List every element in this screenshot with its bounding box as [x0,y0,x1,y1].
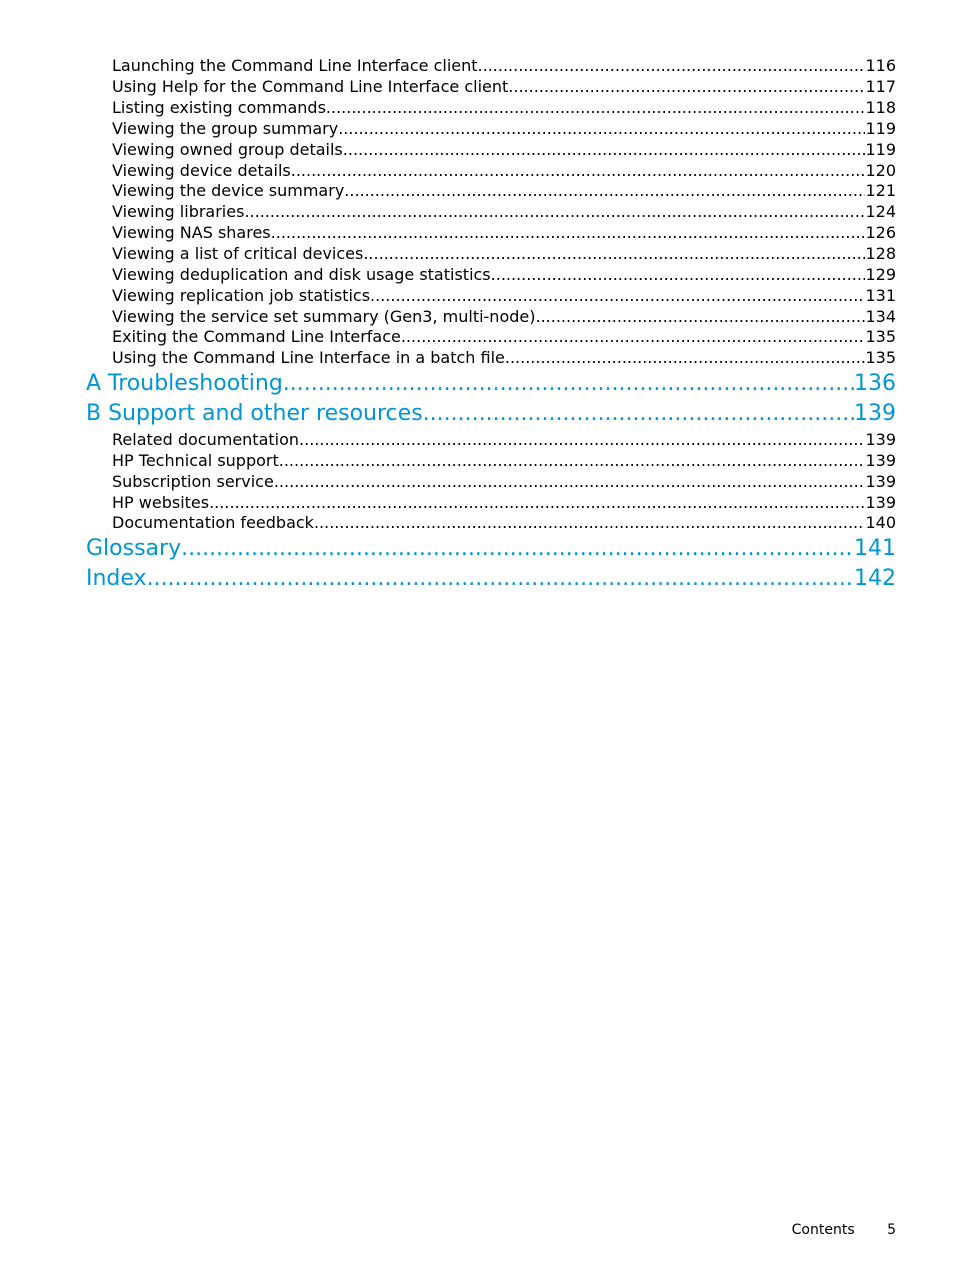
toc-entry-page: 124 [865,202,896,221]
toc-entry[interactable] [112,451,896,470]
toc-entry-page: 142 [854,566,896,591]
toc-entry-page: 136 [854,371,896,396]
toc-entry-page: 135 [865,348,896,367]
toc-entry[interactable] [112,181,896,200]
dot-leader [508,77,865,96]
toc-entry[interactable] [112,265,896,284]
toc-entry-page: 118 [865,98,896,117]
toc-entry-title: Glossary [86,536,182,561]
toc-entry[interactable] [112,202,896,221]
dot-leader [283,371,854,396]
toc-entry-title: Viewing deduplication and disk usage statistics [112,265,491,284]
toc-entry-page: 139 [854,401,896,426]
dot-leader [491,265,866,284]
toc-entry-title: Subscription service [112,472,274,491]
toc-entry-page: 129 [865,265,896,284]
toc-entry[interactable] [112,430,896,449]
dot-leader [478,56,866,75]
dot-leader [370,286,865,305]
page-number: 5 [887,1222,896,1238]
toc-entry-title: Using the Command Line Interface in a batch file [112,348,505,367]
dot-leader [209,493,865,512]
toc-entry[interactable] [112,327,896,346]
footer-section-label: Contents [791,1222,855,1238]
dot-leader [343,140,866,159]
toc-entry[interactable] [112,493,896,512]
toc-entry-page: 140 [865,513,896,532]
dot-leader [338,119,865,138]
toc-entry-title: Viewing the service set summary (Gen3, multi-node) [112,307,536,326]
toc-entry-title: Viewing libraries [112,202,245,221]
toc-entry[interactable] [112,472,896,491]
toc-entry-title: Launching the Command Line Interface client [112,56,478,75]
dot-leader [291,161,866,180]
toc-entry-title: Viewing NAS shares [112,223,271,242]
toc-entry[interactable] [112,161,896,180]
toc-entry[interactable] [112,56,896,75]
toc-entry-page: 119 [865,119,896,138]
dot-leader [274,472,866,491]
toc-entry-page: 141 [854,536,896,561]
toc-entry[interactable] [112,244,896,263]
toc-entry-page: 139 [865,493,896,512]
toc-chapter-entry[interactable] [86,536,896,561]
dot-leader [535,307,865,326]
toc-entry-title: Viewing the device summary [112,181,345,200]
toc-entry-page: 120 [865,161,896,180]
toc-entry-page: 121 [865,181,896,200]
dot-leader [244,202,865,221]
toc-entry-title: Index [86,566,147,591]
toc-entry-title: Viewing owned group details [112,140,343,159]
toc-entry-title: Viewing a list of critical devices [112,244,364,263]
dot-leader [314,513,866,532]
toc-entry-title: Viewing device details [112,161,291,180]
dot-leader [147,566,854,591]
toc-entry-page: 135 [865,327,896,346]
toc-entry[interactable] [112,119,896,138]
toc-entry[interactable] [112,223,896,242]
toc-entry-title: Viewing replication job statistics [112,286,371,305]
toc-entry[interactable] [112,140,896,159]
toc-entry-title: HP Technical support [112,451,279,470]
toc-entry[interactable] [112,77,896,96]
toc-chapter-entry[interactable] [86,401,896,426]
toc-entry-page: 134 [865,307,896,326]
toc-entry[interactable] [112,98,896,117]
toc-entry-title: Exiting the Command Line Interface [112,327,401,346]
dot-leader [423,401,854,426]
dot-leader [344,181,865,200]
toc-entry-title: Documentation feedback [112,513,314,532]
dot-leader [271,223,866,242]
toc-entry-page: 139 [865,430,896,449]
page-footer [0,1222,896,1238]
toc-entry-page: 128 [865,244,896,263]
toc-entry-title: Related documentation [112,430,300,449]
toc-entry[interactable] [112,513,896,532]
toc-entry-title: Listing existing commands [112,98,326,117]
toc-entry-page: 119 [865,140,896,159]
dot-leader [299,430,865,449]
toc-chapter-entry[interactable] [86,566,896,591]
toc-chapter-entry[interactable] [86,371,896,396]
toc-entry[interactable] [112,286,896,305]
toc-entry-title: HP websites [112,493,210,512]
toc-entry-page: 139 [865,472,896,491]
toc-entry-title: Viewing the group summary [112,119,339,138]
dot-leader [181,536,854,561]
dot-leader [279,451,866,470]
toc-entry-page: 126 [865,223,896,242]
toc-entry-page: 117 [865,77,896,96]
dot-leader [505,348,866,367]
toc-entry[interactable] [112,307,896,326]
toc-entry-page: 139 [865,451,896,470]
toc-entry-title: A Troubleshooting [86,371,283,396]
toc-entry-title: Using Help for the Command Line Interface client [112,77,509,96]
toc-entry-page: 116 [865,56,896,75]
toc-entry-page: 131 [865,286,896,305]
dot-leader [363,244,865,263]
dot-leader [401,327,866,346]
toc-entry[interactable] [112,348,896,367]
dot-leader [326,98,866,117]
toc-entry-title: B Support and other resources [86,401,423,426]
